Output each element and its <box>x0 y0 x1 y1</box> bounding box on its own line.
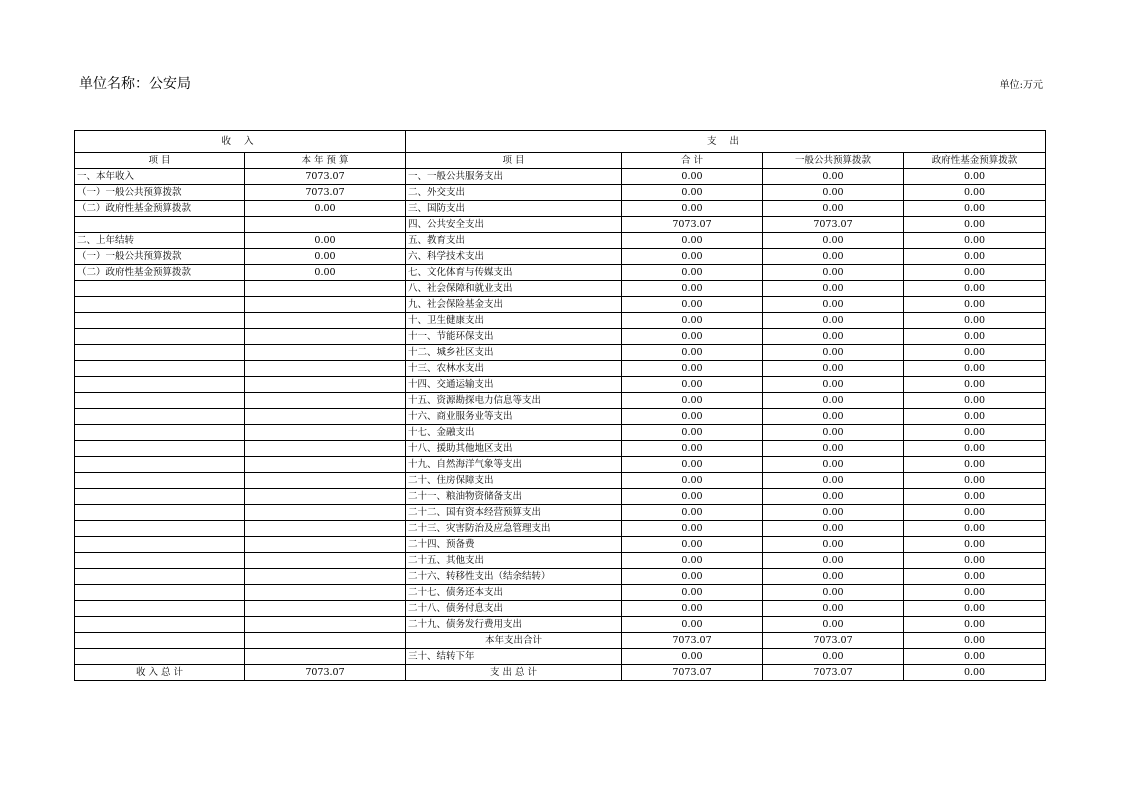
table-row <box>75 425 1046 441</box>
expense-general: 0.00 <box>763 457 904 473</box>
expense-item: 二十八、债务付息支出 <box>406 601 622 617</box>
income-item <box>75 281 245 297</box>
expense-item: 二十四、预备费 <box>406 537 622 553</box>
expense-fund: 0.00 <box>904 425 1046 441</box>
table-row <box>75 297 1046 313</box>
expense-item: 二十六、转移性支出（结余结转） <box>406 569 622 585</box>
income-item <box>75 601 245 617</box>
expense-fund: 0.00 <box>904 233 1046 249</box>
expense-general: 7073.07 <box>763 633 904 649</box>
expense-general: 0.00 <box>763 473 904 489</box>
expense-total: 0.00 <box>622 233 763 249</box>
expense-general: 0.00 <box>763 617 904 633</box>
expense-item: 十五、资源勘探电力信息等支出 <box>406 393 622 409</box>
expense-fund: 0.00 <box>904 297 1046 313</box>
expense-total: 7073.07 <box>622 633 763 649</box>
expense-item: 二十一、粮油物资储备支出 <box>406 489 622 505</box>
col-total: 合 计 <box>622 153 763 169</box>
income-item <box>75 297 245 313</box>
table-row <box>75 521 1046 537</box>
table-row <box>75 313 1046 329</box>
income-total-label: 收 入 总 计 <box>75 665 245 681</box>
income-item <box>75 505 245 521</box>
table-row <box>75 201 1046 217</box>
income-budget <box>245 457 406 473</box>
income-budget <box>245 409 406 425</box>
expense-fund: 0.00 <box>904 217 1046 233</box>
income-item <box>75 377 245 393</box>
expense-general: 0.00 <box>763 441 904 457</box>
expense-total: 0.00 <box>622 249 763 265</box>
income-budget <box>245 521 406 537</box>
income-item: （二）政府性基金预算拨款 <box>75 201 245 217</box>
income-group-header: 收 入 <box>75 131 406 153</box>
expense-item: 三十、结转下年 <box>406 649 622 665</box>
expense-general: 0.00 <box>763 409 904 425</box>
expense-item: 本年支出合计 <box>406 633 622 649</box>
income-item: 二、上年结转 <box>75 233 245 249</box>
expense-fund: 0.00 <box>904 329 1046 345</box>
table-row <box>75 265 1046 281</box>
expense-item: 二十二、国有资本经营预算支出 <box>406 505 622 521</box>
expense-total: 0.00 <box>622 569 763 585</box>
expense-fund: 0.00 <box>904 345 1046 361</box>
income-item <box>75 521 245 537</box>
expense-total: 0.00 <box>622 345 763 361</box>
income-budget <box>245 217 406 233</box>
expense-general: 0.00 <box>763 425 904 441</box>
income-budget <box>245 393 406 409</box>
expense-fund: 0.00 <box>904 169 1046 185</box>
expense-total: 0.00 <box>622 617 763 633</box>
income-item <box>75 633 245 649</box>
income-item <box>75 649 245 665</box>
income-budget <box>245 281 406 297</box>
expense-total: 0.00 <box>622 553 763 569</box>
table-row <box>75 441 1046 457</box>
table-row <box>75 617 1046 633</box>
income-item <box>75 473 245 489</box>
expense-general: 0.00 <box>763 361 904 377</box>
expense-total: 0.00 <box>622 505 763 521</box>
income-budget <box>245 313 406 329</box>
income-budget: 0.00 <box>245 201 406 217</box>
income-item <box>75 457 245 473</box>
expense-total: 0.00 <box>622 489 763 505</box>
table-row <box>75 345 1046 361</box>
expense-total: 0.00 <box>622 601 763 617</box>
table-row <box>75 585 1046 601</box>
expense-item: 十三、农林水支出 <box>406 361 622 377</box>
expense-general: 0.00 <box>763 281 904 297</box>
unit-label: 单位:万元 <box>999 80 1043 91</box>
col-fund-budget: 政府性基金预算拨款 <box>904 153 1046 169</box>
expense-fund: 0.00 <box>904 281 1046 297</box>
income-item <box>75 553 245 569</box>
income-budget <box>245 377 406 393</box>
expense-general: 0.00 <box>763 521 904 537</box>
income-item <box>75 313 245 329</box>
table-row <box>75 457 1046 473</box>
expense-fund: 0.00 <box>904 185 1046 201</box>
income-total-value: 7073.07 <box>245 665 406 681</box>
expense-item: 七、文化体育与传媒支出 <box>406 265 622 281</box>
table-row <box>75 185 1046 201</box>
expense-item: 一、一般公共服务支出 <box>406 169 622 185</box>
income-item <box>75 409 245 425</box>
expense-total-sum: 7073.07 <box>622 665 763 681</box>
expense-general: 0.00 <box>763 233 904 249</box>
table-row <box>75 569 1046 585</box>
table-row <box>75 473 1046 489</box>
expense-total: 0.00 <box>622 265 763 281</box>
table-row <box>75 649 1046 665</box>
expense-fund: 0.00 <box>904 521 1046 537</box>
expense-fund: 0.00 <box>904 441 1046 457</box>
expense-general: 0.00 <box>763 601 904 617</box>
expense-fund: 0.00 <box>904 585 1046 601</box>
expense-item: 十九、自然海洋气象等支出 <box>406 457 622 473</box>
income-item: （一）一般公共预算拨款 <box>75 249 245 265</box>
expense-item: 五、教育支出 <box>406 233 622 249</box>
income-budget <box>245 617 406 633</box>
expense-general: 7073.07 <box>763 217 904 233</box>
income-item <box>75 393 245 409</box>
expense-total: 0.00 <box>622 649 763 665</box>
expense-item: 九、社会保险基金支出 <box>406 297 622 313</box>
expense-total: 0.00 <box>622 585 763 601</box>
table-row <box>75 505 1046 521</box>
expense-total: 0.00 <box>622 441 763 457</box>
income-item <box>75 585 245 601</box>
expense-item: 二、外交支出 <box>406 185 622 201</box>
expense-fund: 0.00 <box>904 569 1046 585</box>
expense-item: 三、国防支出 <box>406 201 622 217</box>
table-row <box>75 377 1046 393</box>
expense-fund: 0.00 <box>904 537 1046 553</box>
income-item: 一、本年收入 <box>75 169 245 185</box>
income-budget <box>245 441 406 457</box>
expense-general: 0.00 <box>763 489 904 505</box>
expense-item: 十一、节能环保支出 <box>406 329 622 345</box>
expense-fund: 0.00 <box>904 249 1046 265</box>
expense-general: 0.00 <box>763 329 904 345</box>
table-row <box>75 281 1046 297</box>
table-row <box>75 393 1046 409</box>
income-budget: 7073.07 <box>245 169 406 185</box>
expense-item: 二十、住房保障支出 <box>406 473 622 489</box>
expense-item: 十六、商业服务业等支出 <box>406 409 622 425</box>
expense-total: 0.00 <box>622 457 763 473</box>
income-budget: 0.00 <box>245 233 406 249</box>
income-item <box>75 217 245 233</box>
income-budget <box>245 553 406 569</box>
budget-table <box>74 130 1046 681</box>
expense-general: 0.00 <box>763 313 904 329</box>
income-item <box>75 617 245 633</box>
income-budget <box>245 633 406 649</box>
income-budget <box>245 329 406 345</box>
expense-general: 0.00 <box>763 265 904 281</box>
table-row <box>75 553 1046 569</box>
income-budget <box>245 473 406 489</box>
expense-general: 0.00 <box>763 505 904 521</box>
expense-fund: 0.00 <box>904 473 1046 489</box>
expense-item: 十八、援助其他地区支出 <box>406 441 622 457</box>
income-budget <box>245 601 406 617</box>
expense-total: 0.00 <box>622 313 763 329</box>
income-budget <box>245 345 406 361</box>
income-budget: 0.00 <box>245 249 406 265</box>
expense-total: 0.00 <box>622 409 763 425</box>
expense-general: 0.00 <box>763 297 904 313</box>
expense-fund: 0.00 <box>904 601 1046 617</box>
expense-general: 0.00 <box>763 169 904 185</box>
expense-total: 0.00 <box>622 521 763 537</box>
income-item: （一）一般公共预算拨款 <box>75 185 245 201</box>
expense-fund: 0.00 <box>904 393 1046 409</box>
expense-general: 0.00 <box>763 585 904 601</box>
group-header-row <box>75 131 1046 153</box>
income-budget <box>245 361 406 377</box>
table-row <box>75 217 1046 233</box>
expense-total: 0.00 <box>622 169 763 185</box>
budget-table-body <box>75 131 1046 681</box>
income-item <box>75 425 245 441</box>
expense-item: 二十三、灾害防治及应急管理支出 <box>406 521 622 537</box>
expense-general: 0.00 <box>763 649 904 665</box>
table-row <box>75 537 1046 553</box>
expense-item: 二十九、债务发行费用支出 <box>406 617 622 633</box>
expense-general: 0.00 <box>763 201 904 217</box>
expense-item: 十二、城乡社区支出 <box>406 345 622 361</box>
expense-total: 0.00 <box>622 393 763 409</box>
income-budget <box>245 505 406 521</box>
income-item <box>75 345 245 361</box>
expense-group-header: 支 出 <box>406 131 1046 153</box>
expense-fund: 0.00 <box>904 201 1046 217</box>
col-income-budget: 本 年 预 算 <box>245 153 406 169</box>
expense-general: 0.00 <box>763 249 904 265</box>
unit-name: 单位名称：公安局 <box>79 76 191 92</box>
expense-general: 0.00 <box>763 185 904 201</box>
income-budget: 0.00 <box>245 265 406 281</box>
expense-total: 0.00 <box>622 185 763 201</box>
column-header-row <box>75 153 1046 169</box>
table-row <box>75 361 1046 377</box>
income-item: （二）政府性基金预算拨款 <box>75 265 245 281</box>
income-item <box>75 441 245 457</box>
expense-fund: 0.00 <box>904 649 1046 665</box>
expense-item: 四、公共安全支出 <box>406 217 622 233</box>
expense-item: 十、卫生健康支出 <box>406 313 622 329</box>
expense-total: 0.00 <box>622 201 763 217</box>
expense-total: 0.00 <box>622 297 763 313</box>
expense-fund: 0.00 <box>904 633 1046 649</box>
table-row <box>75 633 1046 649</box>
income-budget <box>245 585 406 601</box>
table-row <box>75 409 1046 425</box>
expense-total: 0.00 <box>622 377 763 393</box>
income-item <box>75 489 245 505</box>
income-budget <box>245 569 406 585</box>
col-expense-item: 项 目 <box>406 153 622 169</box>
expense-fund: 0.00 <box>904 265 1046 281</box>
table-row <box>75 489 1046 505</box>
income-budget <box>245 537 406 553</box>
expense-fund: 0.00 <box>904 617 1046 633</box>
col-general-budget: 一般公共预算拨款 <box>763 153 904 169</box>
expense-general: 0.00 <box>763 553 904 569</box>
income-budget: 7073.07 <box>245 185 406 201</box>
income-item <box>75 537 245 553</box>
expense-total: 0.00 <box>622 425 763 441</box>
expense-item: 八、社会保障和就业支出 <box>406 281 622 297</box>
expense-general: 0.00 <box>763 345 904 361</box>
expense-total-label: 支 出 总 计 <box>406 665 622 681</box>
table-row <box>75 169 1046 185</box>
expense-item: 二十七、债务还本支出 <box>406 585 622 601</box>
table-row <box>75 601 1046 617</box>
expense-total: 0.00 <box>622 361 763 377</box>
income-budget <box>245 425 406 441</box>
income-budget <box>245 297 406 313</box>
table-row <box>75 329 1046 345</box>
expense-fund: 0.00 <box>904 505 1046 521</box>
expense-general: 0.00 <box>763 377 904 393</box>
expense-item: 十四、交通运输支出 <box>406 377 622 393</box>
expense-fund: 0.00 <box>904 553 1046 569</box>
income-item <box>75 329 245 345</box>
income-item <box>75 361 245 377</box>
expense-general-sum: 7073.07 <box>763 665 904 681</box>
expense-fund: 0.00 <box>904 313 1046 329</box>
income-budget <box>245 649 406 665</box>
income-item <box>75 569 245 585</box>
total-row <box>75 665 1046 681</box>
expense-total: 0.00 <box>622 329 763 345</box>
table-row <box>75 249 1046 265</box>
expense-total: 7073.07 <box>622 217 763 233</box>
table-row <box>75 233 1046 249</box>
col-income-item: 项 目 <box>75 153 245 169</box>
expense-item: 六、科学技术支出 <box>406 249 622 265</box>
expense-total: 0.00 <box>622 537 763 553</box>
expense-fund-sum: 0.00 <box>904 665 1046 681</box>
expense-general: 0.00 <box>763 393 904 409</box>
expense-fund: 0.00 <box>904 361 1046 377</box>
expense-item: 二十五、其他支出 <box>406 553 622 569</box>
expense-fund: 0.00 <box>904 377 1046 393</box>
expense-fund: 0.00 <box>904 489 1046 505</box>
expense-total: 0.00 <box>622 473 763 489</box>
expense-item: 十七、金融支出 <box>406 425 622 441</box>
expense-fund: 0.00 <box>904 409 1046 425</box>
expense-general: 0.00 <box>763 569 904 585</box>
expense-general: 0.00 <box>763 537 904 553</box>
expense-fund: 0.00 <box>904 457 1046 473</box>
expense-total: 0.00 <box>622 281 763 297</box>
income-budget <box>245 489 406 505</box>
